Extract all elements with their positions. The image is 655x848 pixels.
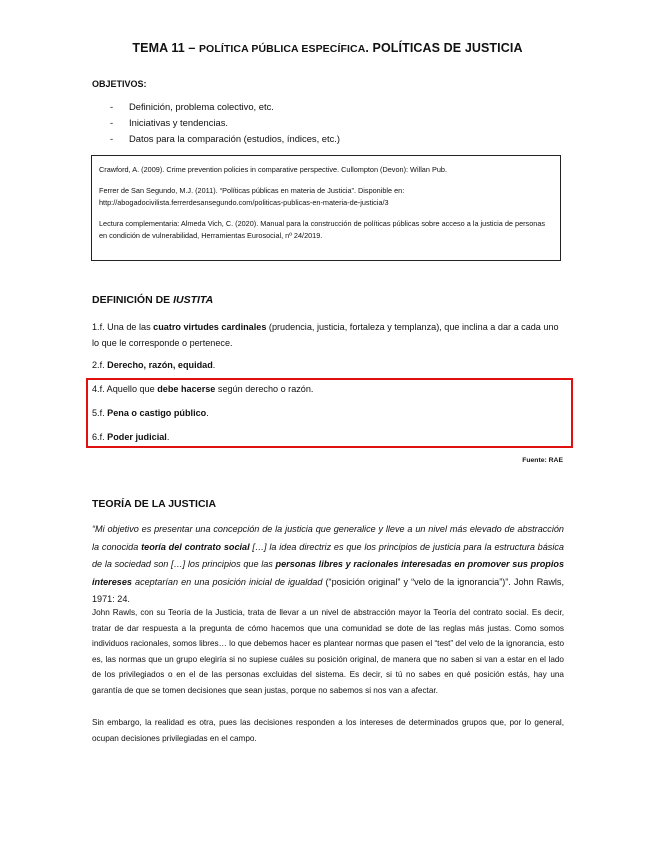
- definicion-heading-text: DEFINICIÓN DE: [92, 294, 174, 306]
- definition-6: [92, 429, 169, 445]
- quote-part-3: aceptarían en una posición inicial de igualdad: [131, 576, 323, 587]
- list-item: [92, 115, 340, 131]
- closing-paragraph: Sin embargo, la realidad es otra, pues las decisiones responden a los intereses de determinados grupos que, por lo general, ocupan decisiones privilegiadas en el campo.: [92, 718, 564, 743]
- definition-5-post: .: [206, 408, 209, 418]
- reference-ferrer: Ferrer de San Segundo, M.J. (2011). “Políticas públicas en materia de Justicia”. Disponible en: http://abogadocivilista.ferrerdesansegundo.com/politicas-publicas-en-materia-de-justicia/3: [99, 186, 405, 207]
- rawls-quote: [92, 521, 564, 609]
- list-bullet: -: [110, 117, 114, 128]
- title-prefix: TEMA 11 –: [132, 41, 199, 55]
- definition-4: [92, 381, 313, 397]
- definition-2-bold: Derecho, razón, equidad: [107, 360, 213, 370]
- objetivos-heading: OBJETIVOS:: [92, 79, 147, 89]
- list-item-text: Definición, problema colectivo, etc.: [129, 101, 274, 112]
- quote-part-2: […] la idea directriz es que los principios de justicia para la estructura básica de la sociedad son […] los principios que las: [92, 541, 564, 569]
- list-item-text: Iniciativas y tendencias.: [129, 117, 229, 128]
- rawls-paragraph: John Rawls, con su Teoría de la Justicia, trata de llevar a un nivel de abstracción mayor la Teoría del contrato social. Es decir, tratar de dar respuesta a la pregunta de cómo hacemos que una comunidad se dote de las reglas más justas. Como somos individuos racionales, somos libres… lo que debemos hacer es plantear normas que pasen el “test” del velo de la ignorancia, esto es, las normas que un grupo elegiría si no supiese cuáles su posición original, de manera que no saben si van a estar en el lado de los privilegiados o en el de las personas excluidas del sistema. Es decir, si tú no sabes en qué posición estás, hay una garantía de que se tomen decisiones que sean justas, porque no sabemos si nos van a afectar.: [92, 608, 564, 695]
- list-bullet: -: [110, 101, 114, 112]
- definition-4-pre: 4.f. Aquello que: [92, 384, 158, 394]
- objetivos-list: [92, 99, 340, 147]
- quote-part-1: “Mi objetivo es presentar una concepción de la justicia que generalice y lleve a un nivel más elevado de abstracción la conocida: [92, 524, 564, 552]
- source-note: Fuente: RAE: [522, 457, 563, 464]
- list-item-text: Datos para la comparación (estudios, índices, etc.): [129, 133, 341, 144]
- definition-2-post: .: [212, 360, 216, 370]
- definition-4-post: según derecho o razón.: [215, 384, 314, 394]
- title-suffix: . POLÍTICAS DE JUSTICIA: [365, 41, 523, 55]
- title-middle: POLÍTICA PÚBLICA ESPECÍFICA: [198, 43, 366, 55]
- reference-almeda: Lectura complementaria: Almeda Vich, C. (2020). Manual para la construcción de políticas públicas sobre acceso a la justicia de personas en condición de vulnerabilidad, Herramientas Eurosocial, nº 24/2019.: [99, 219, 546, 240]
- definicion-heading: [92, 294, 213, 306]
- quote-bold-2: personas libres y racionales interesadas en promover sus propios intereses: [92, 559, 564, 587]
- definition-6-pre: 6.f.: [92, 432, 108, 442]
- page-title: [0, 41, 655, 55]
- definition-1: [92, 319, 564, 351]
- definition-2-pre: 2.f.: [92, 360, 108, 370]
- list-item: [92, 99, 340, 115]
- definition-5-bold: Pena o castigo público: [107, 408, 207, 418]
- definition-1-pre: 1.f. Una de las: [92, 322, 154, 332]
- references-box: [91, 155, 561, 261]
- definition-1-post: (prudencia, justicia, fortaleza y templanza), que inclina a dar a cada uno lo que le corresponde o pertenece.: [92, 322, 559, 348]
- definition-2: [92, 357, 215, 373]
- reference-crawford: Crawford, A. (2009). Crime prevention policies in comparative perspective. Cullompton (Devon): Willan Pub.: [99, 165, 447, 174]
- definition-5-pre: 5.f.: [92, 408, 108, 418]
- teoria-heading: TEORÍA DE LA JUSTICIA: [92, 498, 217, 510]
- definition-6-bold: Poder judicial: [107, 432, 167, 442]
- definicion-heading-italic: IUSTITA: [173, 294, 214, 306]
- definition-1-bold: cuatro virtudes cardinales: [153, 322, 267, 332]
- quote-bold-1: teoría del contrato social: [141, 541, 250, 552]
- definition-5: [92, 405, 209, 421]
- quote-part-4: (“posición original” y “velo de la ignorancia”)”. John Rawls, 1971: 24.: [92, 576, 564, 604]
- definition-6-post: .: [166, 432, 170, 442]
- list-bullet: -: [110, 133, 114, 144]
- definition-4-bold: debe hacerse: [157, 384, 216, 394]
- list-item: [92, 131, 340, 147]
